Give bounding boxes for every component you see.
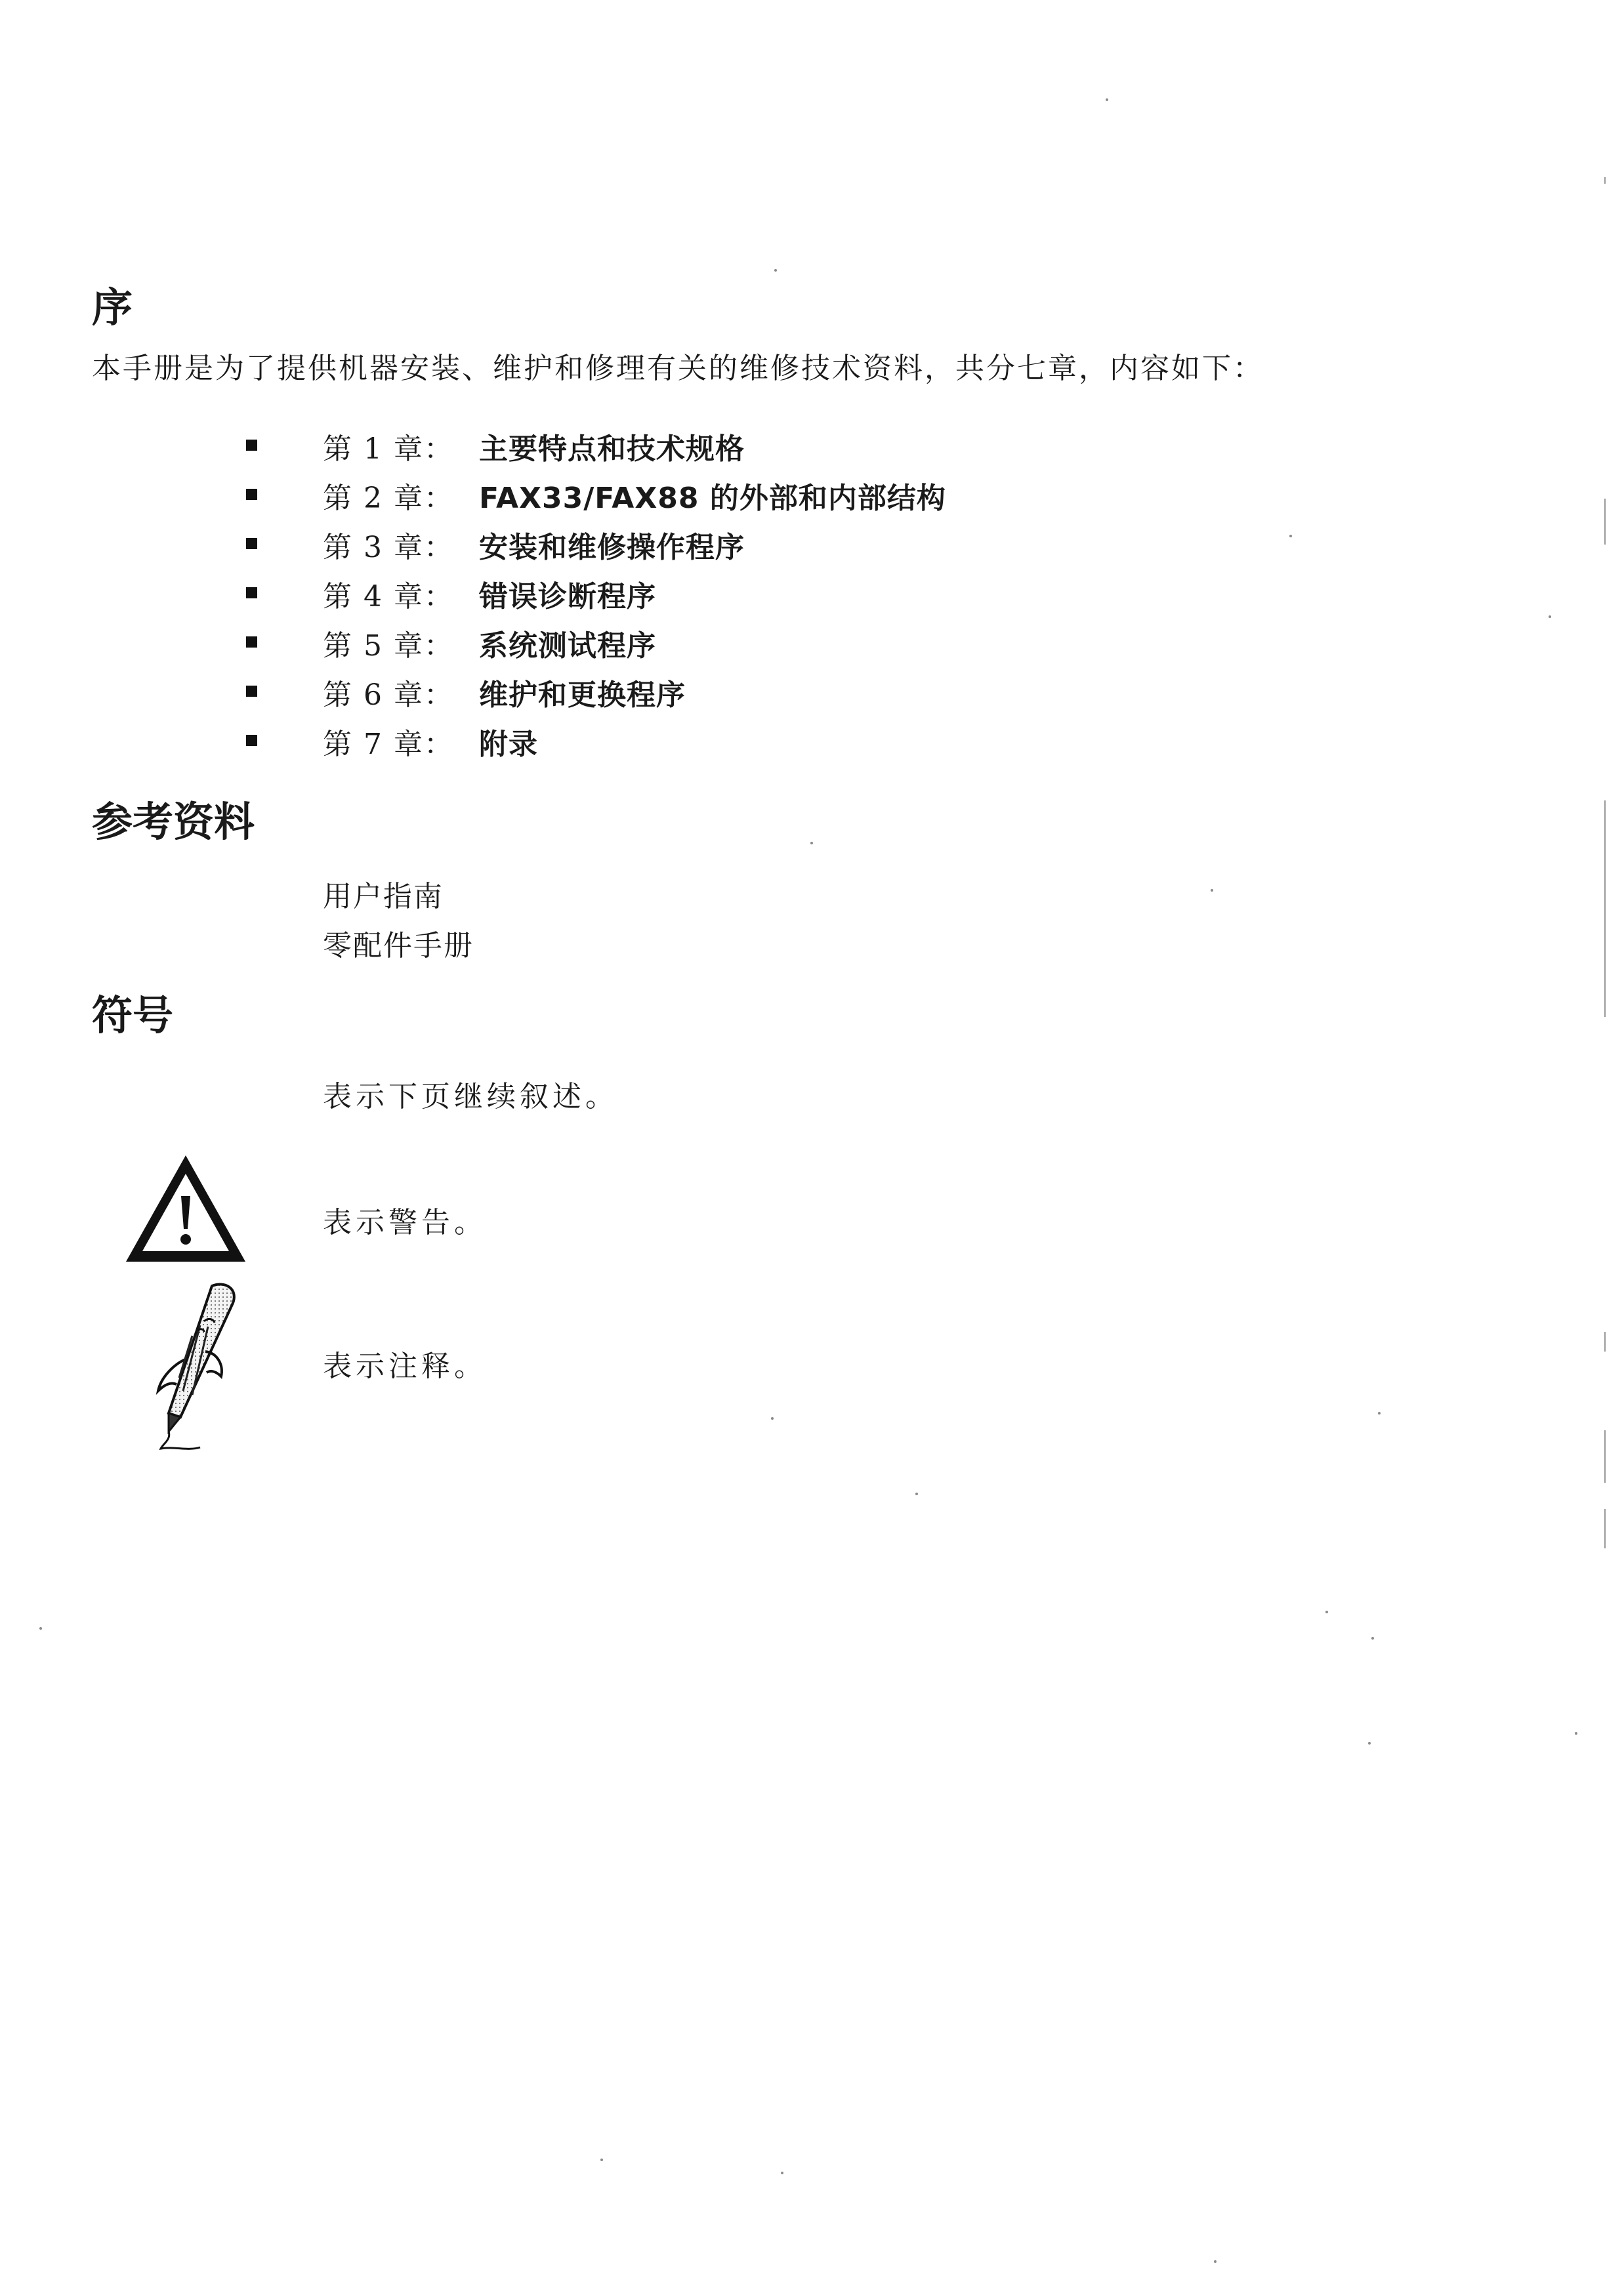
chapter-item (0, 524, 984, 563)
scan-speck (600, 2159, 603, 2161)
chapter-item (0, 671, 984, 711)
chapter-label: 第 2 章： (323, 482, 454, 515)
warning-triangle-icon (122, 1151, 249, 1267)
chapter-item (0, 425, 984, 465)
chapter-title: 错误诊断程序 (479, 580, 656, 613)
square-bullet-icon (246, 538, 257, 549)
scan-speck (1106, 98, 1108, 101)
chapter-item (0, 573, 984, 612)
scan-edge-mark (1604, 800, 1606, 1017)
scan-edge-mark (1604, 1430, 1606, 1483)
scan-speck (1368, 1742, 1371, 1745)
scan-speck (771, 1417, 774, 1420)
chapter-title: FAX33/FAX88 的外部和内部结构 (479, 482, 946, 515)
chapter-label: 第 3 章： (323, 531, 454, 564)
scan-speck (915, 1493, 918, 1495)
scan-edge-mark (1604, 1509, 1606, 1548)
scan-speck (1211, 889, 1213, 892)
preface-intro-text: 本手册是为了提供机器安装、维护和修理有关的维修技术资料，共分七章，内容如下： (92, 352, 1264, 385)
warning-symbol-text: 表示警告。 (323, 1206, 487, 1239)
scan-edge-mark (1604, 1332, 1606, 1352)
square-bullet-icon (246, 686, 257, 697)
chapter-title: 附录 (479, 728, 538, 761)
chapter-label: 第 7 章： (323, 728, 454, 761)
scan-speck (781, 2172, 783, 2174)
scan-speck (1325, 1611, 1328, 1613)
chapter-item (0, 622, 984, 661)
square-bullet-icon (246, 489, 257, 500)
chapter-title: 维护和更换程序 (479, 678, 686, 712)
scan-speck (810, 842, 813, 844)
chapter-label: 第 5 章： (323, 629, 454, 663)
scan-speck (1289, 535, 1292, 537)
square-bullet-icon (246, 440, 257, 451)
chapter-label: 第 1 章： (323, 432, 454, 466)
continued-symbol-text: 表示下页继续叙述。 (323, 1080, 618, 1113)
pencil-note-icon (135, 1279, 243, 1457)
chapter-label: 第 6 章： (323, 678, 454, 712)
references-heading: 参考资料 (92, 798, 255, 846)
chapter-title: 系统测试程序 (479, 629, 656, 663)
symbols-heading: 符号 (92, 991, 174, 1039)
chapter-title: 安装和维修操作程序 (479, 531, 745, 564)
chapter-item (0, 474, 984, 514)
note-symbol-text: 表示注释。 (323, 1350, 487, 1383)
scan-speck (1371, 1637, 1374, 1640)
scan-speck (1575, 1732, 1577, 1735)
square-bullet-icon (246, 735, 257, 746)
reference-item: 零配件手册 (323, 929, 474, 962)
scan-speck (39, 1627, 42, 1630)
scan-speck (1214, 2260, 1217, 2263)
scan-speck (1549, 615, 1551, 618)
scan-edge-mark (1604, 177, 1606, 184)
scan-edge-mark (1604, 499, 1606, 545)
chapter-item (0, 720, 984, 760)
chapter-label: 第 4 章： (323, 580, 454, 613)
preface-heading: 序 (92, 283, 133, 331)
square-bullet-icon (246, 587, 257, 598)
square-bullet-icon (246, 636, 257, 648)
reference-item: 用户指南 (323, 880, 444, 913)
scan-speck (1378, 1412, 1381, 1415)
scan-speck (774, 269, 777, 272)
chapter-title: 主要特点和技术规格 (479, 432, 745, 466)
